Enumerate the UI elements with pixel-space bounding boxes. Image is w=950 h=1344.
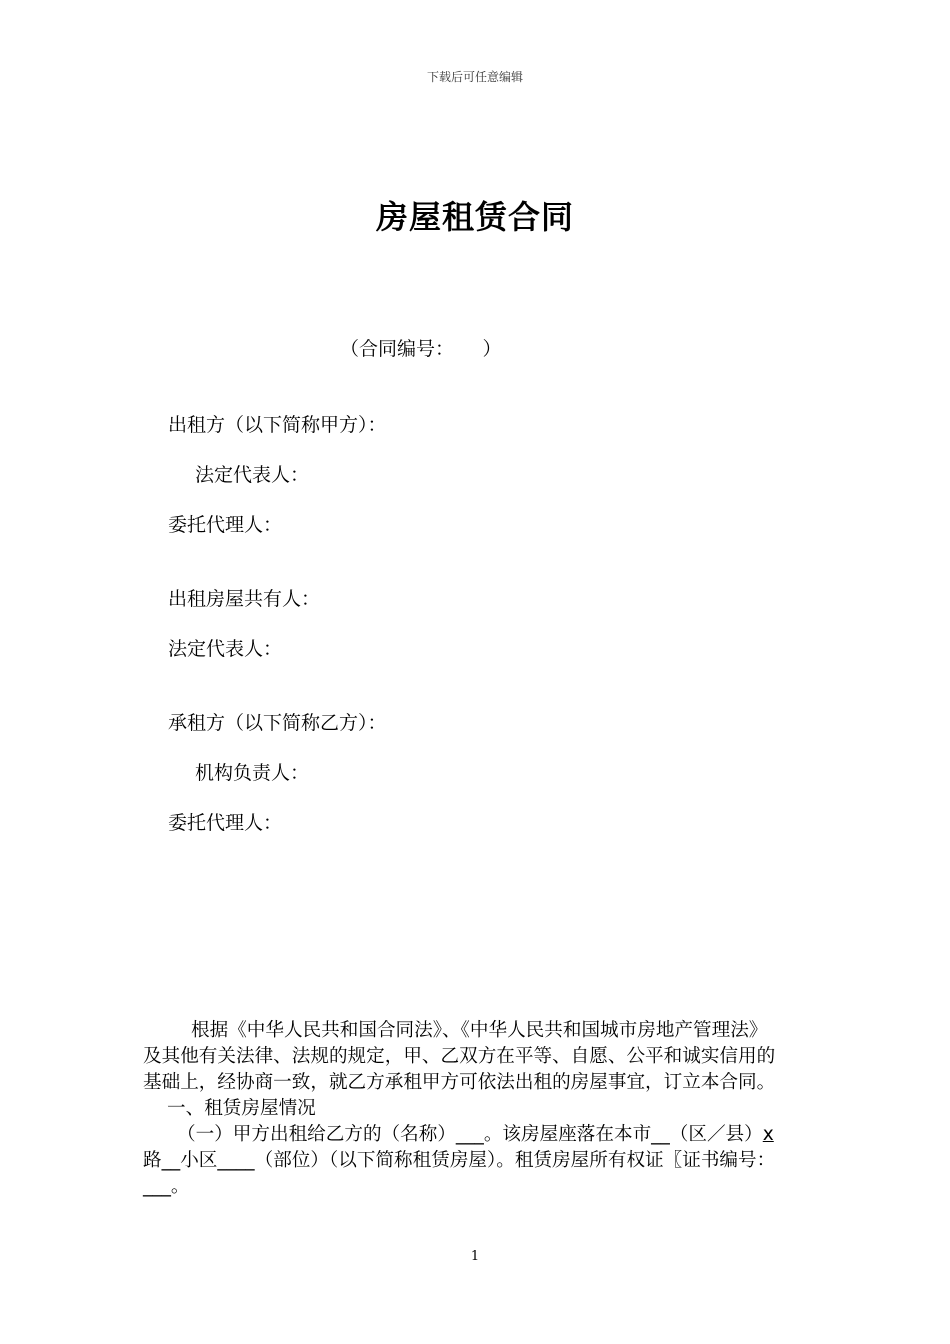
clause-1-line-2 [143, 1148, 815, 1174]
intro-line-3: 基础上，经协商一致，就乙方承租甲方可依法出租的房屋事宜，订立本合同。 [143, 1072, 776, 1093]
clause-1-text-c: （区／县） [669, 1124, 763, 1145]
clause-1-line-3 [143, 1174, 815, 1200]
intro-line-1: 根据《中华人民共和国合同法》、《中华人民共和国城市房地产管理法》 [191, 1020, 768, 1041]
blank-location: ____ [217, 1150, 255, 1171]
clause-1-text-road: 路 [143, 1150, 162, 1171]
lessee-agent: 委托代理人： [168, 812, 283, 834]
page-header-note: 下载后可任意编辑 [426, 70, 523, 84]
clause-1-text-community: 小区 [180, 1150, 218, 1171]
page-number: 1 [470, 1249, 480, 1264]
blank-district: __ [651, 1124, 670, 1145]
lessee-label: 承租方（以下简称乙方）： [168, 712, 387, 734]
blank-road: x [762, 1124, 774, 1145]
lessor-legal-rep: 法定代表人： [195, 464, 310, 486]
document-title: 房屋租赁合同 [375, 198, 574, 236]
clause-1-line-1 [143, 1122, 815, 1148]
intro-line-2: 及其他有关法律、法规的规定，甲、乙双方在平等、自愿、公平和诚实信用的 [143, 1046, 776, 1067]
contract-number-line: （合同编号： ） [340, 338, 502, 360]
co-owner-legal-rep: 法定代表人： [168, 638, 283, 660]
co-owner-label: 出租房屋共有人： [168, 588, 321, 610]
lessor-agent: 委托代理人： [168, 514, 283, 536]
contract-body [143, 1018, 815, 1200]
section-1-heading: 一、租赁房屋情况 [167, 1098, 316, 1119]
lessor-label: 出租方（以下简称甲方）： [168, 414, 387, 436]
clause-1-text-b: 。该房屋座落在本市 [483, 1124, 652, 1145]
blank-certificate-number: ___ [143, 1176, 171, 1197]
clause-1-end: 。 [170, 1176, 190, 1197]
blank-community: __ [161, 1150, 181, 1171]
clause-1-text-certificate: （部位）（以下简称租赁房屋）。租赁房屋所有权证〖证书编号： [254, 1150, 776, 1171]
blank-name: ___ [455, 1124, 484, 1145]
lessee-head: 机构负责人： [195, 762, 310, 784]
clause-1-text-a: （一）甲方出租给乙方的（名称） [177, 1124, 456, 1145]
